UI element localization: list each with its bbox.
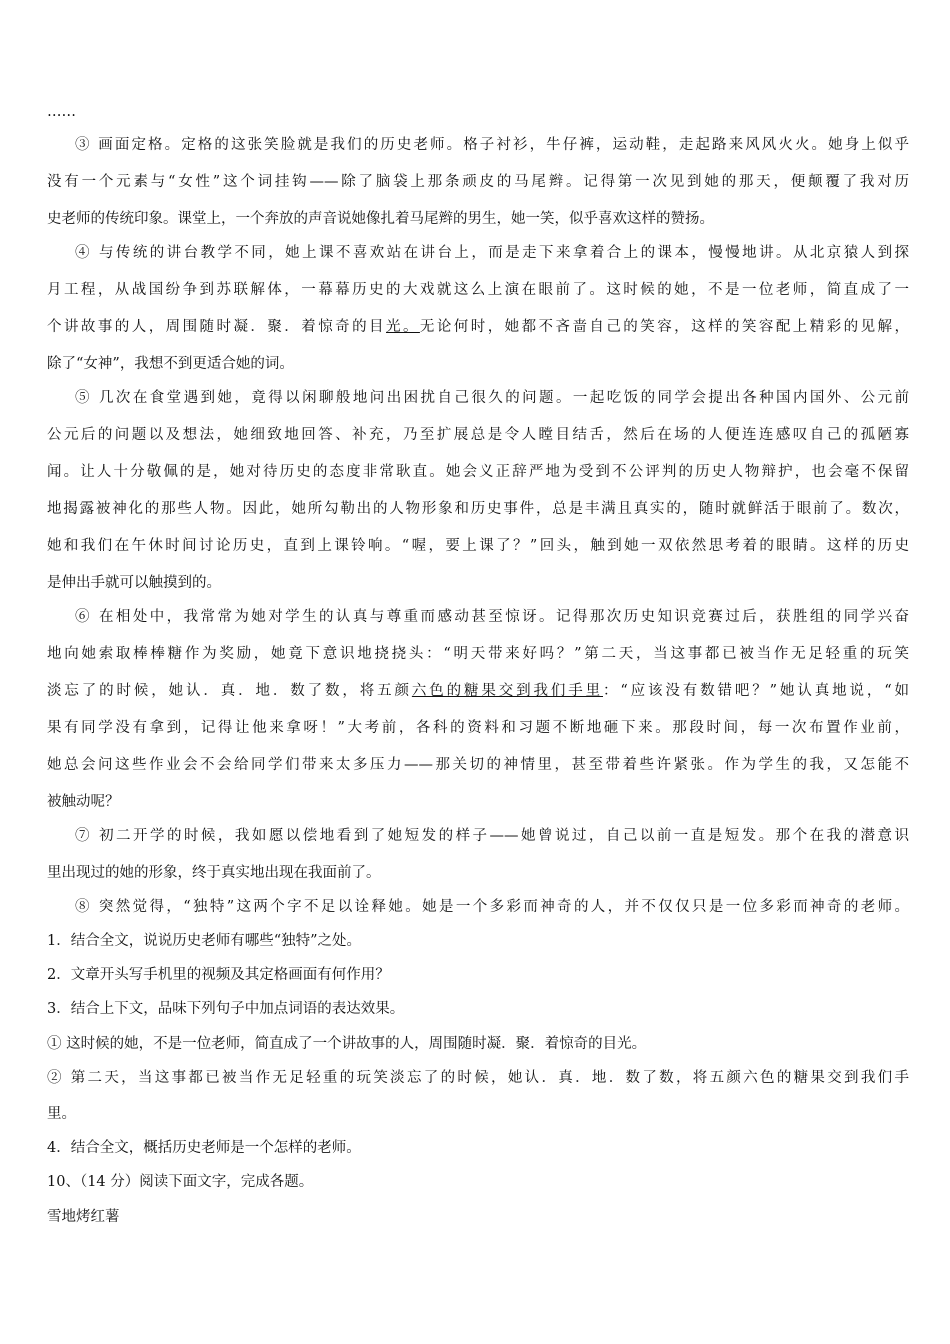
question-4: 4．结合全文，概括历史老师是一个怎样的老师。 [47,1140,361,1156]
paragraph-7-line-1: ⑦ 初二开学的时候，我如愿以偿地看到了她短发的样子——她曾说过，自己以前一直是短发。那个在我的潜意识 [75,828,909,844]
question-3-item-1: ① 这时候的她，不是一位老师，简直成了一个讲故事的人，周围随时凝．聚．着惊奇的目光。 [47,1036,647,1052]
paragraph-4-line-2: 月工程，从战国纷争到苏联解体，一幕幕历史的大戏就这么上演在眼前了。这时候的她，不是一位老师，简直成了一 [47,282,909,298]
question-3: 3．结合上下文，品味下列句子中加点词语的表达效果。 [47,1001,405,1017]
paragraph-4-line-3 [47,317,909,337]
paragraph-4-line-3-rest: 无论何时，她都不吝啬自己的笑容，这样的笑容配上精彩的见解， [419,319,910,335]
question-3-item-2-line-2: 里。 [47,1106,76,1122]
paragraph-6-line-5: 她总会问这些作业会不会给同学们带来太多压力——那关切的神情里，甚至带着些许紧张。作为学生的我，又怎能不 [47,757,909,773]
paragraph-5-line-6: 是伸出手就可以触摸到的。 [47,575,221,591]
paragraph-6-line-6: 被触动呢？ [47,794,120,810]
paragraph-5-line-3: 闻。让人十分敬佩的是，她对待历史的态度非常耿直。她会义正辞严地为受到不公评判的历史人物辩护，也会毫不保留 [47,464,909,480]
paragraph-3-line-3: 史老师的传统印象。课堂上，一个奔放的声音说她像扎着马尾辫的男生，她一笑，似乎喜欢这样的赞扬。 [47,211,714,227]
paragraph-4-line-1: ④ 与传统的讲台教学不同，她上课不喜欢站在讲台上，而是走下来拿着合上的课本，慢慢地讲。从北京猿人到探 [75,245,909,261]
underlined-phrase: 光。 [386,319,420,335]
paragraph-4-line-4: 除了“女神”，我想不到更适合她的词。 [47,356,294,372]
paragraph-6-line-2: 地向她索取棒棒糖作为奖励，她竟下意识地挠挠头：“明天带来好吗？”第二天，当这事都已被当作无足轻重的玩笑 [47,646,909,662]
paragraph-5-line-5: 她和我们在午休时间讨论历史，直到上课铃响。“喔，要上课了？”回头，触到她一双依然思考着的眼睛。这样的历史 [47,538,909,554]
paragraph-6-line-4: 果有同学没有拿到，记得让他来拿呀！”大考前，各科的资料和习题不断地砸下来。那段时间，每一次布置作业前， [47,720,909,736]
paragraph-6-line-1: ⑥ 在相处中，我常常为她对学生的认真与尊重而感动甚至惊讶。记得那次历史知识竞赛过后，获胜组的同学兴奋 [75,609,909,625]
question-1: 1．结合全文，说说历史老师有哪些“独特”之处。 [47,933,362,949]
paragraph-3-line-1: ③ 画面定格。定格的这张笑脸就是我们的历史老师。格子衬衫，牛仔裤，运动鞋，走起路来风风火火。她身上似乎 [75,137,909,153]
paragraph-5-line-1: ⑤ 几次在食堂遇到她，竟得以闲聊般地问出困扰自己很久的问题。一起吃饭的同学会提出各种国内国外、公元前 [75,390,909,406]
question-3-item-2-line-1: ② 第二天，当这事都已被当作无足轻重的玩笑淡忘了的时候，她认．真．地．数了数，将五颜六色的糖果交到我们手 [47,1070,909,1086]
paragraph-7-line-2: 里出现过的她的形象，终于真实地出现在我面前了。 [47,865,381,881]
paragraph-3-line-2: 没有一个元素与“女性”这个词挂钩——除了脑袋上那条顽皮的马尾辫。记得第一次见到她的那天，便颠覆了我对历 [47,174,909,190]
paragraph-5-line-2: 公元后的问题以及想法，她细致地回答、补充，乃至扩展总是令人瞠目结舌，然后在场的人便连连感叹自己的孤陋寡 [47,427,909,443]
underlined-phrase: 六色的糖果交到我们手里 [411,683,603,699]
ellipsis: …… [47,104,76,120]
paragraph-6-line-3-rest: ：“应该没有数错吧？”她认真地说，“如 [603,683,909,699]
question-2: 2．文章开头写手机里的视频及其定格画面有何作用？ [47,967,390,983]
paragraph-6-line-3-text: 淡忘了的时候，她认．真．地．数了数，将五颜 [47,683,412,699]
section-10-heading: 10、（14 分）阅读下面文字，完成各题。 [47,1174,314,1190]
paragraph-4-line-3-text: 个讲故事的人，周围随时凝．聚．着惊奇的目 [47,319,386,335]
paragraph-5-line-4: 地揭露被神化的那些人物。因此，她所勾勒出的人物形象和历史事件，总是丰满且真实的，随时就鲜活于眼前了。数次， [47,501,909,517]
passage-title: 雪地烤红薯 [47,1209,120,1225]
paragraph-6-line-3 [47,681,909,701]
paragraph-8: ⑧ 突然觉得，“独特”这两个字不足以诠释她。她是一个多彩而神奇的人，并不仅仅只是一位多彩而神奇的老师。 [75,899,909,915]
